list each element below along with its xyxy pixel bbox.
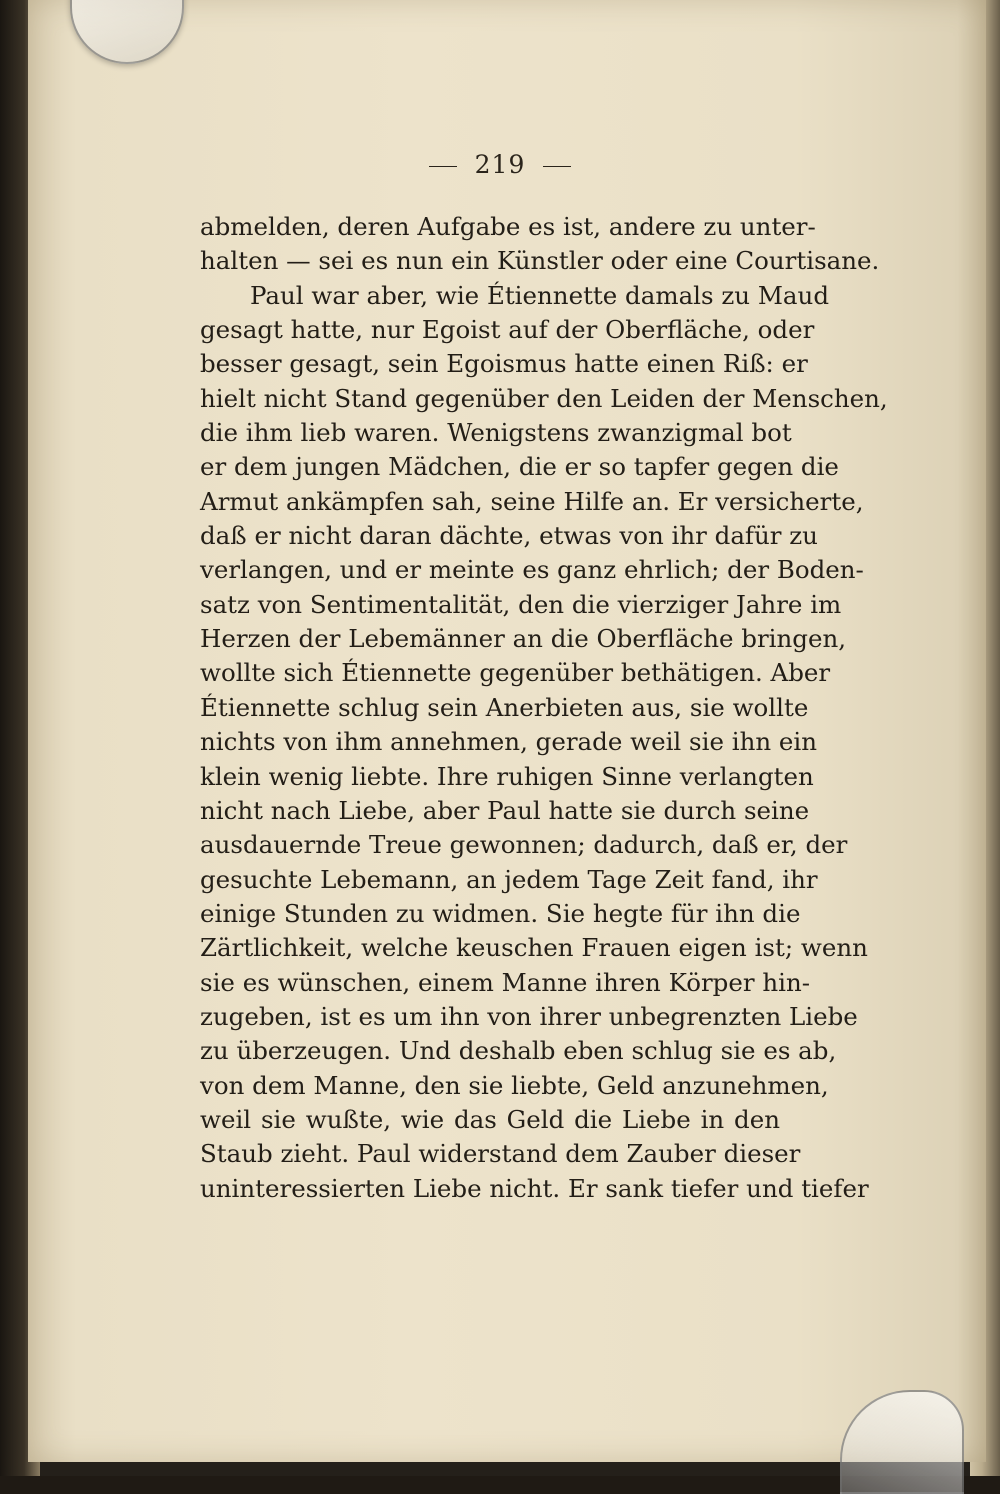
body-text	[200, 210, 888, 1206]
text-line: Armut ankämpfen sah, seine Hilfe an. Er versicherte,	[200, 486, 864, 516]
text-line: nichts von ihm annehmen, gerade weil sie ihn ein	[200, 727, 818, 757]
text-line: Herzen der Lebemänner an die Oberfläche bringen,	[200, 624, 847, 654]
text-line: Étiennette schlug sein Anerbieten aus, sie wollte	[200, 692, 809, 722]
text-line: gesagt hatte, nur Egoist auf der Oberfläche, oder	[200, 315, 815, 345]
dash-left	[429, 166, 457, 167]
text-line: wollte sich Étiennette gegenüber bethätigen. Aber	[200, 658, 831, 688]
text-line: satz von Sentimentalität, den die vierziger Jahre im	[200, 589, 842, 619]
text-line: besser gesagt, sein Egoismus hatte einen Riß: er	[200, 349, 808, 379]
text-line: Paul war aber, wie Étiennette damals zu Maud	[250, 280, 830, 310]
text-line: uninteressierten Liebe nicht. Er sank tiefer und tiefer	[200, 1173, 869, 1203]
text-line: abmelden, deren Aufgabe es ist, andere zu unter-	[200, 212, 816, 241]
text-line: halten — sei es nun ein Künstler oder eine Courtisane.	[200, 246, 880, 276]
text-line: zugeben, ist es um ihn von ihrer unbegrenzten Liebe	[200, 1001, 858, 1031]
text-line: daß er nicht daran dächte, etwas von ihr dafür zu	[200, 521, 818, 551]
text-line: Staub zieht. Paul widerstand dem Zauber dieser	[200, 1139, 801, 1169]
text-line: er dem jungen Mädchen, die er so tapfer gegen die	[200, 452, 839, 482]
text-line: hielt nicht Stand gegenüber den Leiden der Menschen,	[200, 383, 888, 413]
text-line: die ihm lieb waren. Wenigstens zwanzigmal bot	[200, 418, 792, 448]
text-line: gesuchte Lebemann, an jedem Tage Zeit fand, ihr	[200, 864, 818, 894]
page-number-header	[0, 150, 1000, 179]
text-line: weil sie wußte, wie das Geld die Liebe in den	[200, 1104, 780, 1134]
text-line: ausdauernde Treue gewonnen; dadurch, daß er, der	[200, 830, 848, 860]
text-line: nicht nach Liebe, aber Paul hatte sie durch seine	[200, 795, 810, 825]
text-line: klein wenig liebte. Ihre ruhigen Sinne verlangten	[200, 761, 814, 791]
text-line: sie es wünschen, einem Manne ihren Körper hin-	[200, 967, 811, 997]
text-line: verlangen, und er meinte es ganz ehrlich; der Boden-	[200, 555, 864, 585]
page-number: 219	[474, 150, 526, 179]
dash-right	[543, 166, 571, 167]
text-line: von dem Manne, den sie liebte, Geld anzunehmen,	[200, 1070, 829, 1100]
text-line: zu überzeugen. Und deshalb eben schlug sie es ab,	[200, 1036, 837, 1066]
text-line: einige Stunden zu widmen. Sie hegte für ihn die	[200, 898, 801, 928]
text-line: Zärtlichkeit, welche keuschen Frauen eigen ist; wenn	[200, 933, 868, 963]
